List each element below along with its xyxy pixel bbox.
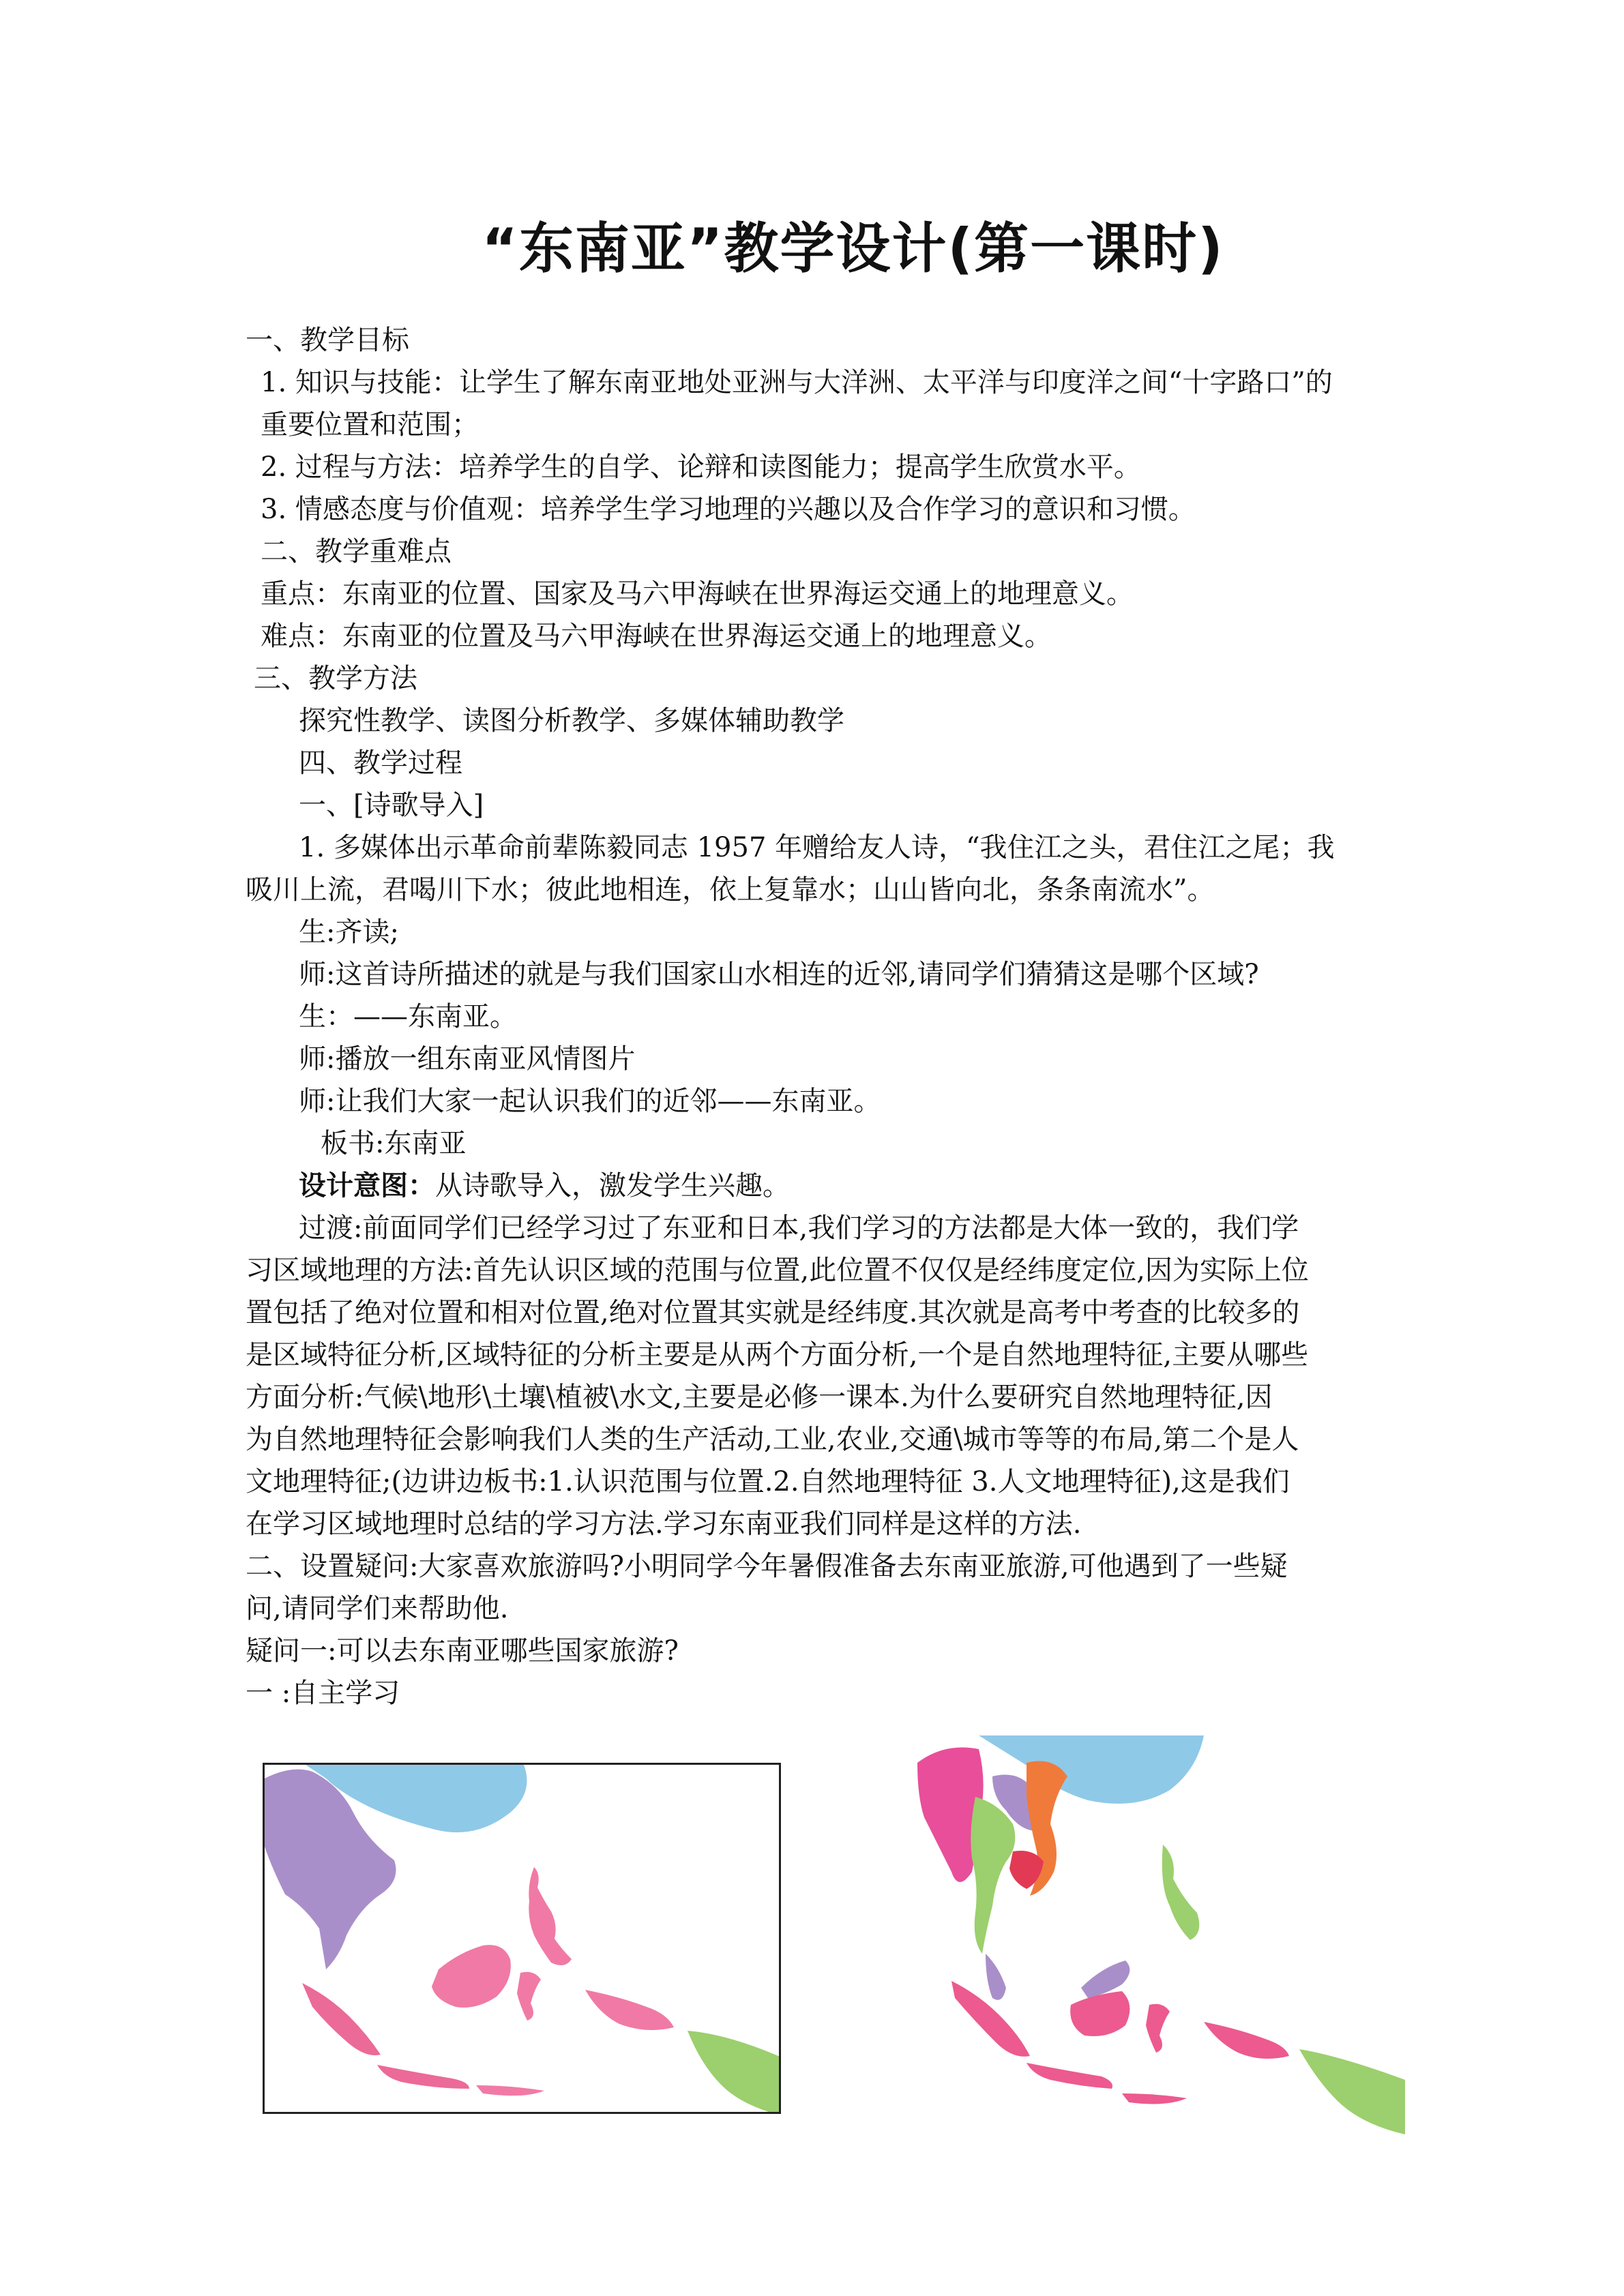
map-2-graphic: [917, 1735, 1405, 2134]
map-1-java: [377, 2065, 469, 2089]
paragraph-line: 吸川上流，君喝川下水；彼此地相连，依上复靠水；山山皆向北，条条南流水”。: [246, 874, 1215, 906]
map-1-small-islands: [476, 2085, 544, 2096]
section-heading: 三、教学方法: [254, 663, 417, 694]
southeast-asia-map-colored: [917, 1735, 1405, 2134]
map-2-borneo: [1070, 1991, 1130, 2036]
document-title: “东南亚”教学设计(第一课时): [482, 217, 1224, 280]
southeast-asia-map-outline: [263, 1763, 781, 2114]
dialogue-line: 师:这首诗所描述的就是与我们国家山水相连的近邻,请同学们猜猜这是哪个区域?: [299, 959, 1259, 990]
paragraph-line: 问,请同学们来帮助他.: [246, 1593, 509, 1624]
paragraph-line: 为自然地理特征会影响我们人类的生产活动,工业,农业,交通\城市等等的布局,第二个是人: [246, 1424, 1299, 1455]
paragraph-line: 习区域地理的方法:首先认识区域的范围与位置,此位置不仅仅是经纬度定位,因为实际上位: [246, 1255, 1309, 1286]
paragraph-line: 是区域特征分析,区域特征的分析主要是从两个方面分析,一个是自然地理特征,主要从哪些: [246, 1339, 1309, 1371]
section-heading: 二、教学重难点: [261, 536, 452, 567]
map-1-borneo: [432, 1945, 511, 2008]
document-body: [246, 319, 1378, 1714]
dialogue-line: 板书:东南亚: [321, 1128, 467, 1159]
map-2-timor: [1122, 2093, 1187, 2104]
paragraph-line: 过渡:前面同学们已经学习过了东亚和日本,我们学习的方法都是大体一致的，我们学: [299, 1212, 1299, 1244]
map-1-sulawesi: [517, 1972, 541, 2021]
paragraph-line: 2. 过程与方法：培养学生的自学、论辩和读图能力；提高学生欣赏水平。: [261, 451, 1141, 483]
section-heading: 一、[诗歌导入]: [299, 790, 484, 821]
paragraph-line: 探究性教学、读图分析教学、多媒体辅助教学: [299, 705, 844, 736]
design-intent-label: 设计意图：: [299, 1169, 435, 1202]
paragraph-line: 重要位置和范围；: [261, 409, 479, 441]
paragraph-line: 方面分析:气候\地形\土壤\植被\水文,主要是必修一课本.为什么要研究自然地理特征,因: [246, 1382, 1273, 1413]
dialogue-line: 师:播放一组东南亚风情图片: [299, 1043, 636, 1075]
map-1-graphic: [265, 1765, 781, 2114]
dialogue-line: 生：——东南亚。: [299, 1001, 517, 1032]
map-2-new-guinea: [1299, 2049, 1405, 2134]
paragraph-line: 一 :自主学习: [246, 1678, 400, 1709]
paragraph-line: 重点：东南亚的位置、国家及马六甲海峡在世界海运交通上的地理意义。: [261, 578, 1134, 610]
dialogue-line: 生:齐读;: [299, 916, 399, 948]
map-2-java: [1027, 2063, 1112, 2089]
design-intent-text: 从诗歌导入，激发学生兴趣。: [435, 1170, 790, 1202]
map-1-sumatra: [302, 1983, 381, 2055]
paragraph-line: 二、设置疑问:大家喜欢旅游吗?小明同学今年暑假准备去东南亚旅游,可他遇到了一些疑: [246, 1551, 1288, 1582]
dialogue-line: 师:让我们大家一起认识我们的近邻——东南亚。: [299, 1086, 881, 1117]
paragraph-line: 3. 情感态度与价值观：培养学生学习地理的兴趣以及合作学习的意识和习惯。: [261, 494, 1196, 525]
map-2-malaysia-peninsula: [986, 1954, 1006, 2000]
map-1-philippines: [529, 1867, 572, 1965]
paragraph-line: 置包括了绝对位置和相对位置,绝对位置其实就是经纬度.其次就是高考中考查的比较多的: [246, 1297, 1300, 1328]
map-2-sulawesi: [1146, 2004, 1170, 2053]
map-2-moluccas: [1204, 2022, 1289, 2059]
paragraph-line: 难点：东南亚的位置及马六甲海峡在世界海运交通上的地理意义。: [261, 621, 1052, 652]
design-intent-line: [246, 1165, 1378, 1207]
paragraph-line: 1. 知识与技能：让学生了解东南亚地处亚洲与大洋洲、太平洋与印度洋之间“十字路口”的: [261, 367, 1333, 398]
map-1-moluccas: [585, 1990, 674, 2030]
paragraph-line: 在学习区域地理时总结的学习方法.学习东南亚我们同样是这样的方法.: [246, 1508, 1082, 1540]
paragraph-line: 1. 多媒体出示革命前辈陈毅同志 1957 年赠给友人诗，“我住江之头，君住江之尾；我: [299, 832, 1335, 863]
section-heading: 四、教学过程: [299, 747, 462, 779]
paragraph-line: 文地理特征;(边讲边板书:1.认识范围与位置.2.自然地理特征 3.人文地理特征),这是我们: [246, 1466, 1290, 1497]
paragraph-line: 疑问一:可以去东南亚哪些国家旅游?: [246, 1635, 679, 1667]
map-1-new-guinea: [688, 2031, 781, 2114]
section-heading: 一、教学目标: [246, 325, 409, 356]
map-2-thailand: [971, 1797, 1015, 1954]
map-2-philippines: [1162, 1845, 1200, 1940]
